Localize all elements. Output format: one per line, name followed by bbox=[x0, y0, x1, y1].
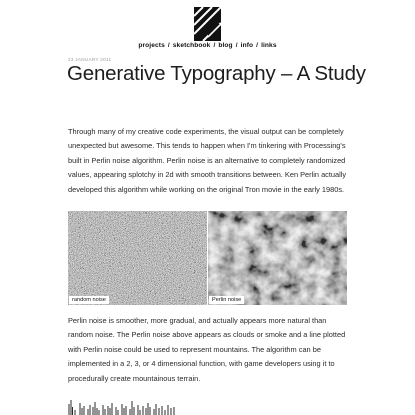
perlin-noise-figure bbox=[208, 211, 347, 305]
random-noise-figure bbox=[68, 211, 207, 305]
main-nav bbox=[0, 42, 415, 49]
nav-projects[interactable]: projects bbox=[138, 42, 165, 49]
post-paragraph-perlin: Perlin noise is smoother, more gradual, and actually appears more natural than random noise. The Perlin noise above appears as clouds or smoke and a line plotted with Perlin noise could be used to represent mountains. The algorithm can be implemented in a 2, 3, or 4 dimensional function, with game developers using it to procedurally create mountainous terrain. bbox=[68, 316, 346, 383]
post-date: 23 JANUARY 2011 bbox=[68, 57, 112, 62]
nav-sketchbook[interactable]: sketchbook bbox=[172, 42, 211, 49]
nav-blog[interactable]: blog bbox=[218, 42, 233, 49]
figure-caption: random noise bbox=[69, 296, 109, 304]
post-paragraph-intro: Through many of my creative code experiments, the visual output can be completely unexpected but awesome. This tends to happen when I'm tinkering with Processing's built in Perlin noise algorithm. Perlin noise is an alternative to completely randomized values, appearing splotchy in 2d with smooth transitions between. Ken Perlin actually developed this algorithm while working on the original Tron movie in the early 1980s. bbox=[68, 127, 347, 194]
post-title: Generative Typography – A Study bbox=[67, 62, 366, 85]
perlin-noise-image bbox=[208, 211, 347, 305]
folded-stripes-logo-icon bbox=[194, 7, 221, 41]
nav-separator: / bbox=[213, 42, 216, 49]
nav-links[interactable]: links bbox=[261, 42, 277, 49]
figure-caption: Perlin noise bbox=[209, 296, 244, 304]
nav-info[interactable]: info bbox=[240, 42, 254, 49]
nav-separator: / bbox=[167, 42, 170, 49]
generative-typography-preview bbox=[68, 398, 178, 415]
site-logo[interactable] bbox=[194, 7, 221, 41]
nav-separator: / bbox=[235, 42, 238, 49]
generative-lines-image bbox=[68, 398, 178, 415]
nav-separator: / bbox=[256, 42, 259, 49]
random-noise-image bbox=[68, 211, 207, 305]
noise-comparison-figures bbox=[68, 211, 347, 305]
